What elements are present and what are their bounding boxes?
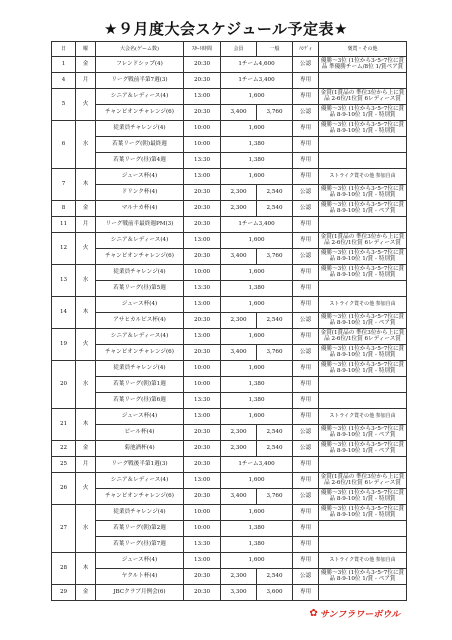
member-fee-cell: 2,300	[221, 425, 257, 441]
member-fee-cell: 3,400	[221, 105, 257, 121]
event-name-cell: リーグ戦前半最終週PM(3)	[96, 217, 184, 233]
member-fee-cell: 3,400	[221, 249, 257, 265]
general-fee-cell: 2,540	[257, 313, 293, 329]
handicap-cell: 専用	[293, 73, 319, 89]
start-time-cell: 20:30	[184, 313, 221, 329]
prize-note-cell: 金賞(1賞品の 準位3位から上に賞 品 2-6位/1位賞 6レディース賞	[319, 89, 407, 105]
handicap-cell: 専用	[293, 457, 319, 473]
prize-note-cell: 優勝～3位 (1位から3ｰ5ｰ7位に賞 品 8-9-10位 1/賞 - ペア賞	[319, 313, 407, 329]
handicap-cell: 公認	[293, 425, 319, 441]
event-name-cell: チャンピオンチャレンジ(6)	[96, 345, 184, 361]
event-name-cell: ドリンク杯(4)	[96, 185, 184, 201]
start-time-cell: 13:30	[184, 393, 221, 409]
general-fee-cell: 3,600	[257, 585, 293, 601]
table-row	[52, 329, 407, 345]
handicap-cell: 専用	[293, 137, 319, 153]
fee-cell: 1,600	[221, 361, 293, 377]
handicap-cell: 専用	[293, 329, 319, 345]
prize-note-cell	[319, 153, 407, 169]
day-of-week-cell: 金	[76, 201, 96, 217]
start-time-cell: 10:00	[184, 505, 221, 521]
start-time-cell: 20:30	[184, 73, 221, 89]
handicap-cell: 専用	[293, 585, 319, 601]
day-of-week-cell: 木	[76, 553, 96, 585]
fee-cell: 1,600	[221, 505, 293, 521]
start-time-cell: 20:30	[184, 185, 221, 201]
general-fee-cell: 3,760	[257, 249, 293, 265]
general-fee-cell: 2,540	[257, 569, 293, 585]
table-row	[52, 313, 407, 329]
table-row	[52, 185, 407, 201]
handicap-cell: 専用	[293, 537, 319, 553]
day-of-week-cell: 水	[76, 505, 96, 553]
event-name-cell: JBCクラブ月例会(6)	[96, 585, 184, 601]
prize-note-cell	[319, 73, 407, 89]
prize-note-cell	[319, 457, 407, 473]
handicap-cell: 公認	[293, 185, 319, 201]
header-prizes: 褒賞・その他	[319, 42, 407, 57]
handicap-cell: 専用	[293, 265, 319, 281]
prize-note-cell: 優勝～3位 (1位から3ｰ5ｰ7位に賞 品 8-9-10位 1/賞 - 特別賞	[319, 265, 407, 281]
table-row	[52, 105, 407, 121]
fee-cell: 1,600	[221, 121, 293, 137]
handicap-cell: 公認	[293, 201, 319, 217]
table-row	[52, 537, 407, 553]
member-fee-cell: 3,400	[221, 345, 257, 361]
prize-note-cell: ストライク賞その他 参加自由	[319, 553, 407, 569]
start-time-cell: 20:30	[184, 201, 221, 217]
table-row	[52, 361, 407, 377]
date-cell: 22	[52, 441, 76, 457]
event-name-cell: リーグ戦前半第7週(3)	[96, 73, 184, 89]
table-row	[52, 297, 407, 313]
start-time-cell: 10:00	[184, 377, 221, 393]
handicap-cell: 公認	[293, 345, 319, 361]
date-cell: 4	[52, 73, 76, 89]
table-row	[52, 281, 407, 297]
event-name-cell: シニア＆レディース(4)	[96, 329, 184, 345]
handicap-cell: 専用	[293, 377, 319, 393]
prize-note-cell: ストライク賞その他 参加自由	[319, 409, 407, 425]
start-time-cell: 20:30	[184, 569, 221, 585]
handicap-cell: 専用	[293, 409, 319, 425]
fee-cell: 1,380	[221, 537, 293, 553]
fee-cell: 1,600	[221, 169, 293, 185]
start-time-cell: 10:00	[184, 265, 221, 281]
table-row	[52, 265, 407, 281]
event-name-cell: アサヒカルピス杯(4)	[96, 313, 184, 329]
start-time-cell: 10:00	[184, 121, 221, 137]
event-name-cell: 若葉リーグ(朝)第2週	[96, 521, 184, 537]
prize-note-cell: 優勝～3位 (1位から3ｰ5ｰ7位に賞 品 8-9-10位 1/賞 - 特別賞	[319, 121, 407, 137]
fee-cell: 1,380	[221, 281, 293, 297]
fee-cell: 1,380	[221, 153, 293, 169]
date-cell: 20	[52, 361, 76, 409]
date-cell: 7	[52, 169, 76, 201]
date-cell: 12	[52, 233, 76, 265]
general-fee-cell: 2,540	[257, 425, 293, 441]
event-name-cell: 従業員チャレンジ(4)	[96, 121, 184, 137]
general-fee-cell: 3,760	[257, 345, 293, 361]
start-time-cell: 13:00	[184, 233, 221, 249]
handicap-cell: 公認	[293, 569, 319, 585]
table-row	[52, 441, 407, 457]
start-time-cell: 13:00	[184, 553, 221, 569]
fee-cell: 1,600	[221, 329, 293, 345]
header-day-of-week: 曜	[76, 42, 96, 57]
table-row	[52, 169, 407, 185]
event-name-cell: ジュース杯(4)	[96, 409, 184, 425]
table-row	[52, 217, 407, 233]
day-of-week-cell: 木	[76, 409, 96, 441]
table-row	[52, 425, 407, 441]
table-row	[52, 409, 407, 425]
header-event-name: 大会名(ゲーム数)	[96, 42, 184, 57]
event-name-cell: シニア＆レディース(4)	[96, 89, 184, 105]
day-of-week-cell: 月	[76, 217, 96, 233]
table-row	[52, 137, 407, 153]
header-handicap: ﾊﾝﾃﾞｨ	[293, 42, 319, 57]
prize-note-cell: 優勝～3位 (1位から3ｰ5ｰ7位に賞 品 8-9-10位 1/賞 - 特別賞	[319, 505, 407, 521]
date-cell: 19	[52, 329, 76, 361]
event-name-cell: ジュース杯(4)	[96, 553, 184, 569]
table-row	[52, 457, 407, 473]
start-time-cell: 13:00	[184, 297, 221, 313]
date-cell: 25	[52, 457, 76, 473]
table-row	[52, 201, 407, 217]
prize-note-cell: 優勝～3位 (1位から3ｰ5ｰ7位に賞 品 8-9-10位 1/賞 - ペア賞	[319, 441, 407, 457]
logo-text: サンフラワーボウル	[319, 610, 400, 620]
table-row	[52, 473, 407, 489]
event-name-cell: 菊池酒杯(4)	[96, 441, 184, 457]
fee-cell: 1,600	[221, 553, 293, 569]
event-name-cell: ヤクルト杯(4)	[96, 569, 184, 585]
table-row	[52, 249, 407, 265]
handicap-cell: 専用	[293, 553, 319, 569]
date-cell: 27	[52, 505, 76, 553]
date-cell: 8	[52, 201, 76, 217]
schedule-body	[52, 57, 407, 601]
prize-note-cell	[319, 585, 407, 601]
start-time-cell: 20:30	[184, 425, 221, 441]
prize-note-cell: 優勝～3位 (1位から3ｰ5ｰ7位に賞 品 8-9-10位 1/賞 - 特別賞	[319, 361, 407, 377]
fee-cell: 1,600	[221, 233, 293, 249]
event-name-cell: 若葉リーグ(昼)第6週	[96, 393, 184, 409]
event-name-cell: シニア＆レディース(4)	[96, 473, 184, 489]
event-name-cell: 若葉リーグ(昼)第7週	[96, 537, 184, 553]
table-row	[52, 569, 407, 585]
fee-cell: 1チーム3,400	[221, 73, 293, 89]
table-row	[52, 505, 407, 521]
table-row	[52, 345, 407, 361]
handicap-cell: 公認	[293, 57, 319, 73]
date-cell: 5	[52, 89, 76, 121]
prize-note-cell: ストライク賞その他 参加自由	[319, 297, 407, 313]
day-of-week-cell: 水	[76, 121, 96, 169]
start-time-cell: 13:00	[184, 169, 221, 185]
header-member-fee: 会員	[221, 42, 257, 57]
day-of-week-cell: 水	[76, 265, 96, 297]
prize-note-cell: 優勝～3位 (1位から3ｰ5ｰ7位に賞 品 8-9-10位 1/賞 - 特別賞	[319, 345, 407, 361]
handicap-cell: 専用	[293, 217, 319, 233]
start-time-cell: 10:00	[184, 137, 221, 153]
handicap-cell: 専用	[293, 297, 319, 313]
header-date: 日	[52, 42, 76, 57]
day-of-week-cell: 火	[76, 329, 96, 361]
prize-note-cell: 金賞(1賞品の 準位3位から上に賞 品 2-6位/1位賞 6レディース賞	[319, 233, 407, 249]
fee-cell: 1,380	[221, 137, 293, 153]
day-of-week-cell: 火	[76, 473, 96, 505]
event-name-cell: 若葉リーグ(昼)第5週	[96, 281, 184, 297]
prize-note-cell: 優勝～3位 (1位から3ｰ5ｰ7位に賞 品 8-9-10位 1/賞 - 特別賞	[319, 185, 407, 201]
prize-note-cell	[319, 393, 407, 409]
start-time-cell: 13:00	[184, 329, 221, 345]
event-name-cell: 従業員チャレンジ(4)	[96, 265, 184, 281]
event-name-cell: 若葉リーグ(昼)第4週	[96, 153, 184, 169]
handicap-cell: 専用	[293, 393, 319, 409]
handicap-cell: 専用	[293, 233, 319, 249]
handicap-cell: 専用	[293, 473, 319, 489]
date-cell: 28	[52, 553, 76, 585]
event-name-cell: チャンピオンチャレンジ(6)	[96, 105, 184, 121]
header-start-time: ｽﾀｰﾄ時間	[184, 42, 221, 57]
start-time-cell: 20:30	[184, 489, 221, 505]
day-of-week-cell: 金	[76, 585, 96, 601]
event-name-cell: リーグ戦後半第1週(3)	[96, 457, 184, 473]
prize-note-cell: 優勝～3位 (1位から3ｰ5ｰ7位に賞 品 8-9-10位 1/賞 - 特別賞	[319, 105, 407, 121]
general-fee-cell: 2,540	[257, 201, 293, 217]
fee-cell: 1,380	[221, 377, 293, 393]
prize-note-cell	[319, 377, 407, 393]
general-fee-cell: 2,540	[257, 441, 293, 457]
handicap-cell: 公認	[293, 105, 319, 121]
handicap-cell: 専用	[293, 505, 319, 521]
date-cell: 14	[52, 297, 76, 329]
event-name-cell: ビール杯(4)	[96, 425, 184, 441]
day-of-week-cell: 金	[76, 57, 96, 73]
table-row	[52, 153, 407, 169]
fee-cell: 1,600	[221, 409, 293, 425]
member-fee-cell: 2,300	[221, 185, 257, 201]
table-row	[52, 89, 407, 105]
prize-note-cell	[319, 217, 407, 233]
table-row	[52, 585, 407, 601]
start-time-cell: 20:30	[184, 457, 221, 473]
event-name-cell: シニア＆レディース(4)	[96, 233, 184, 249]
start-time-cell: 13:30	[184, 281, 221, 297]
start-time-cell: 13:00	[184, 473, 221, 489]
handicap-cell: 公認	[293, 441, 319, 457]
member-fee-cell: 2,300	[221, 201, 257, 217]
prize-note-cell: 金賞(1賞品の 準位3位から上に賞 品 2-6位/1位賞 6レディース賞	[319, 473, 407, 489]
table-row	[52, 521, 407, 537]
schedule-table	[51, 41, 407, 601]
prize-note-cell	[319, 281, 407, 297]
event-name-cell: 従業員チャレンジ(4)	[96, 361, 184, 377]
prize-note-cell	[319, 537, 407, 553]
prize-note-cell: 金賞(1賞品の 準位3位から上に賞 品 2-6位/1位賞 6レディース賞	[319, 329, 407, 345]
start-time-cell: 20:30	[184, 345, 221, 361]
day-of-week-cell: 月	[76, 457, 96, 473]
date-cell: 29	[52, 585, 76, 601]
start-time-cell: 20:30	[184, 57, 221, 73]
start-time-cell: 10:00	[184, 521, 221, 537]
table-row	[52, 57, 407, 73]
header-row	[52, 42, 407, 57]
handicap-cell: 専用	[293, 89, 319, 105]
sunflower-icon: ✿	[309, 608, 318, 619]
general-fee-cell: 3,760	[257, 105, 293, 121]
general-fee-cell: 3,760	[257, 489, 293, 505]
event-name-cell: チャンピオンチャレンジ(6)	[96, 489, 184, 505]
prize-note-cell: 優勝～3位 (1位から3ｰ5ｰ7位に賞 品 8-9-10位 1/賞 - 特別賞	[319, 489, 407, 505]
general-fee-cell: 2,540	[257, 185, 293, 201]
fee-cell: 1,380	[221, 521, 293, 537]
day-of-week-cell: 木	[76, 297, 96, 329]
handicap-cell: 専用	[293, 361, 319, 377]
handicap-cell: 専用	[293, 169, 319, 185]
date-cell: 6	[52, 121, 76, 169]
start-time-cell: 20:30	[184, 105, 221, 121]
member-fee-cell: 2,300	[221, 313, 257, 329]
fee-cell: 1チーム3,400	[221, 217, 293, 233]
table-row	[52, 377, 407, 393]
prize-note-cell: 優勝～3位 (1位から3ｰ5ｰ7位に賞 品 準優勝チーム/8位 1/賞ペア賞	[319, 57, 407, 73]
prize-note-cell: ストライク賞その他 参加自由	[319, 169, 407, 185]
start-time-cell: 20:30	[184, 217, 221, 233]
start-time-cell: 20:30	[184, 441, 221, 457]
event-name-cell: ジュース杯(4)	[96, 297, 184, 313]
start-time-cell: 13:00	[184, 409, 221, 425]
event-name-cell: フレンドシップ(4)	[96, 57, 184, 73]
table-row	[52, 233, 407, 249]
table-row	[52, 121, 407, 137]
start-time-cell: 10:00	[184, 361, 221, 377]
handicap-cell: 公認	[293, 313, 319, 329]
fee-cell: 1,600	[221, 473, 293, 489]
date-cell: 1	[52, 57, 76, 73]
fee-cell: 1チーム3,400	[221, 457, 293, 473]
table-row	[52, 553, 407, 569]
table-row	[52, 489, 407, 505]
date-cell: 13	[52, 265, 76, 297]
date-cell: 21	[52, 409, 76, 441]
handicap-cell: 専用	[293, 121, 319, 137]
fee-cell: 1,600	[221, 297, 293, 313]
event-name-cell: ジュース杯(4)	[96, 169, 184, 185]
sunflower-bowl-logo	[309, 607, 400, 620]
member-fee-cell: 3,300	[221, 585, 257, 601]
start-time-cell: 13:00	[184, 89, 221, 105]
start-time-cell: 20:30	[184, 585, 221, 601]
member-fee-cell: 2,300	[221, 441, 257, 457]
handicap-cell: 専用	[293, 281, 319, 297]
fee-cell: 1,600	[221, 89, 293, 105]
prize-note-cell: 優勝～3位 (1位から3ｰ5ｰ7位に賞 品 8-9-10位 1/賞 - ペア賞	[319, 425, 407, 441]
day-of-week-cell: 水	[76, 361, 96, 409]
event-name-cell: 従業員チャレンジ(4)	[96, 505, 184, 521]
prize-note-cell	[319, 521, 407, 537]
handicap-cell: 専用	[293, 153, 319, 169]
event-name-cell: 若葉リーグ(朝)最終週	[96, 137, 184, 153]
date-cell: 11	[52, 217, 76, 233]
prize-note-cell: 優勝～3位 (1位から3ｰ5ｰ7位に賞 品 8-9-10位 1/賞 - ペア賞	[319, 569, 407, 585]
fee-cell: 1,380	[221, 393, 293, 409]
handicap-cell: 公認	[293, 249, 319, 265]
prize-note-cell: 優勝～3位 (1位から3ｰ5ｰ7位に賞 品 8-9-10位 1/賞 - ペア賞	[319, 201, 407, 217]
date-cell: 26	[52, 473, 76, 505]
member-fee-cell: 3,400	[221, 489, 257, 505]
handicap-cell: 専用	[293, 521, 319, 537]
header-general-fee: 一般	[257, 42, 293, 57]
table-row	[52, 73, 407, 89]
fee-cell: 1チーム4,600	[221, 57, 293, 73]
table-row	[52, 393, 407, 409]
day-of-week-cell: 火	[76, 89, 96, 121]
day-of-week-cell: 火	[76, 233, 96, 265]
event-name-cell: マルナカ杯(4)	[96, 201, 184, 217]
event-name-cell: チャンピオンチャレンジ(6)	[96, 249, 184, 265]
day-of-week-cell: 木	[76, 169, 96, 201]
prize-note-cell: 優勝～3位 (1位から3ｰ5ｰ7位に賞 品 8-9-10位 1/賞 - 特別賞	[319, 249, 407, 265]
start-time-cell: 13:30	[184, 153, 221, 169]
handicap-cell: 公認	[293, 489, 319, 505]
event-name-cell: 若葉リーグ(朝)第1週	[96, 377, 184, 393]
fee-cell: 1,600	[221, 265, 293, 281]
day-of-week-cell: 金	[76, 441, 96, 457]
day-of-week-cell: 月	[76, 73, 96, 89]
page-title: ★９月度大会スケジュール予定表★	[104, 20, 348, 38]
prize-note-cell	[319, 137, 407, 153]
start-time-cell: 13:30	[184, 537, 221, 553]
start-time-cell: 20:30	[184, 249, 221, 265]
member-fee-cell: 2,300	[221, 569, 257, 585]
